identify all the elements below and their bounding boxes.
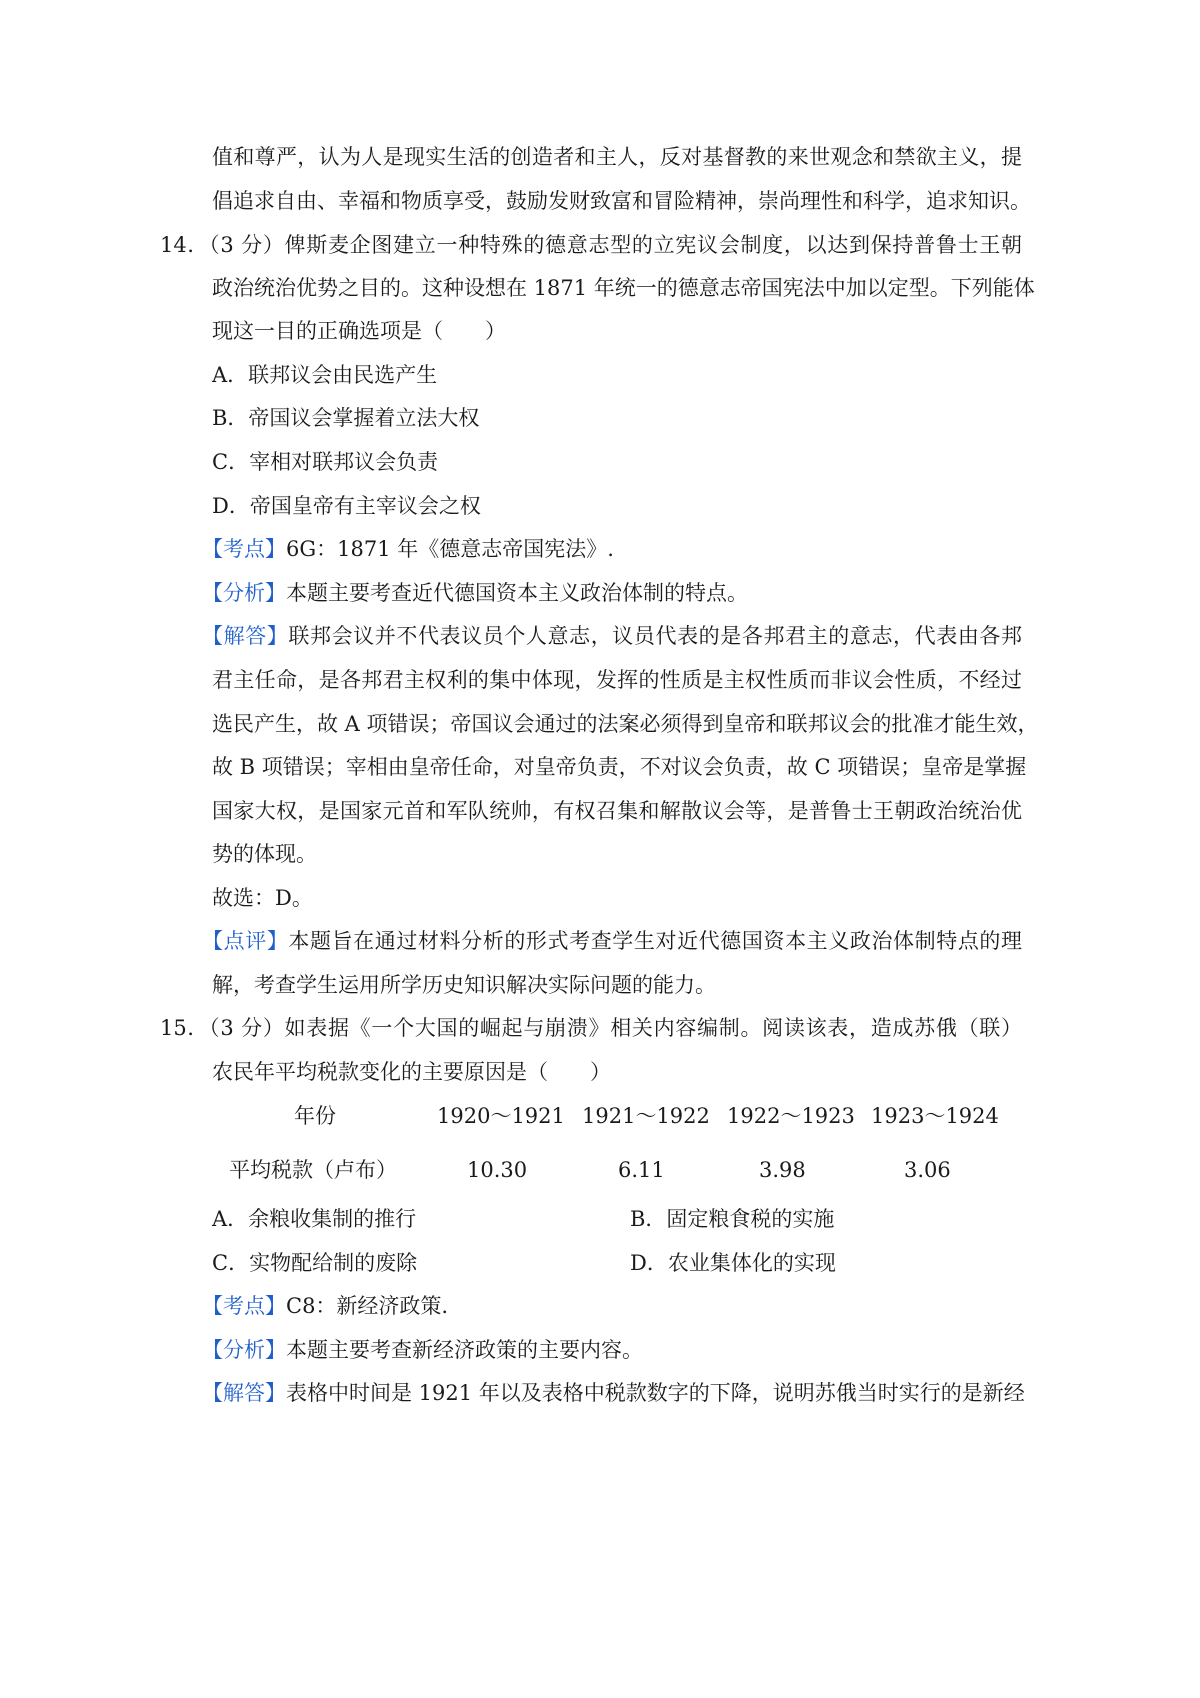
jieda-line xyxy=(202,621,1022,651)
jieda-text: 联邦会议并不代表议员个人意志，议员代表的是各邦君主的意志，代表由各邦 xyxy=(288,624,1023,648)
option-c: C．宰相对联邦议会负责 xyxy=(212,450,439,474)
option-b: B．帝国议会掌握着立法大权 xyxy=(212,406,480,430)
option-d: D．农业集体化的实现 xyxy=(630,1251,836,1275)
jieda-text: 势的体现。 xyxy=(212,842,317,866)
jieda-tag: 【解答】 xyxy=(202,1381,286,1405)
kaodian-line xyxy=(202,1291,448,1321)
fenxi-line xyxy=(202,578,748,608)
question-15-stem: 15．（3 分）如表据《一个大国的崛起与崩溃》相关内容编制。阅读该表，造成苏俄（联） xyxy=(160,1016,1022,1040)
table-cell: 10.30 xyxy=(467,1158,528,1182)
fenxi-tag: 【分析】 xyxy=(202,1338,286,1362)
question-14-stem: 现这一目的正确选项是（ ） xyxy=(212,319,506,343)
paragraph-line: 倡追求自由、幸福和物质享受，鼓励发财致富和冒险精神，崇尚理性和科学，追求知识。 xyxy=(212,189,1031,213)
dianping-text: 解，考查学生运用所学历史知识解决实际问题的能力。 xyxy=(212,973,716,997)
answer-line: 故选：D。 xyxy=(212,886,313,910)
question-14-stem: 14．（3 分）俾斯麦企图建立一种特殊的德意志型的立宪议会制度，以达到保持普鲁士王朝 xyxy=(160,233,1022,257)
table-header-cell: 1923～1924 xyxy=(871,1104,999,1128)
table-header-year: 年份 xyxy=(294,1104,336,1128)
option-d: D．帝国皇帝有主宰议会之权 xyxy=(212,494,481,518)
table-header-cell: 1922～1923 xyxy=(727,1104,855,1128)
jieda-text: 国家大权，是国家元首和军队统帅，有权召集和解散议会等，是普鲁士王朝政治统治优 xyxy=(212,799,1022,823)
table-cell: 6.11 xyxy=(618,1158,665,1182)
jieda-tag: 【解答】 xyxy=(202,624,289,648)
question-14-stem: 政治统治优势之目的。这种设想在 1871 年统一的德意志帝国宪法中加以定型。下列能体 xyxy=(212,276,1035,300)
fenxi-text: 本题主要考查新经济政策的主要内容。 xyxy=(286,1338,643,1362)
table-cell: 3.06 xyxy=(904,1158,951,1182)
kaodian-text: C8：新经济政策. xyxy=(286,1294,449,1318)
jieda-text: 故 B 项错误；宰相由皇帝任命，对皇帝负责，不对议会负责，故 C 项错误；皇帝是掌握 xyxy=(212,755,1027,779)
option-a: A．余粮收集制的推行 xyxy=(212,1207,417,1231)
dianping-line xyxy=(202,926,1022,956)
option-b: B．固定粮食税的实施 xyxy=(630,1207,835,1231)
table-header-cell: 1921～1922 xyxy=(582,1104,710,1128)
table-row-label: 平均税款（卢布） xyxy=(229,1158,397,1182)
dianping-text: 本题旨在通过材料分析的形式考查学生对近代德国资本主义政治体制特点的理 xyxy=(288,929,1023,953)
jieda-text: 君主任命，是各邦君主权利的集中体现，发挥的性质是主权性质而非议会性质，不经过 xyxy=(212,668,1022,692)
kaodian-tag: 【考点】 xyxy=(202,537,286,561)
question-15-stem: 农民年平均税款变化的主要原因是（ ） xyxy=(212,1060,611,1084)
option-a: A．联邦议会由民选产生 xyxy=(212,363,438,387)
table-cell: 3.98 xyxy=(759,1158,806,1182)
paragraph-line: 值和尊严，认为人是现实生活的创造者和主人，反对基督教的来世观念和禁欲主义，提 xyxy=(212,145,1022,169)
kaodian-tag: 【考点】 xyxy=(202,1294,286,1318)
table-header-cell: 1920～1921 xyxy=(437,1104,565,1128)
kaodian-line xyxy=(202,534,614,564)
kaodian-text: 6G：1871 年《德意志帝国宪法》. xyxy=(286,537,614,561)
jieda-line xyxy=(202,1378,1025,1408)
fenxi-tag: 【分析】 xyxy=(202,581,286,605)
jieda-text: 选民产生，故 A 项错误；帝国议会通过的法案必须得到皇帝和联邦议会的批准才能生效， xyxy=(212,712,1039,736)
dianping-tag: 【点评】 xyxy=(202,929,289,953)
fenxi-line xyxy=(202,1335,643,1365)
fenxi-text: 本题主要考查近代德国资本主义政治体制的特点。 xyxy=(286,581,748,605)
option-c: C．实物配给制的废除 xyxy=(212,1251,418,1275)
jieda-text: 表格中时间是 1921 年以及表格中税款数字的下降，说明苏俄当时实行的是新经 xyxy=(286,1381,1025,1405)
